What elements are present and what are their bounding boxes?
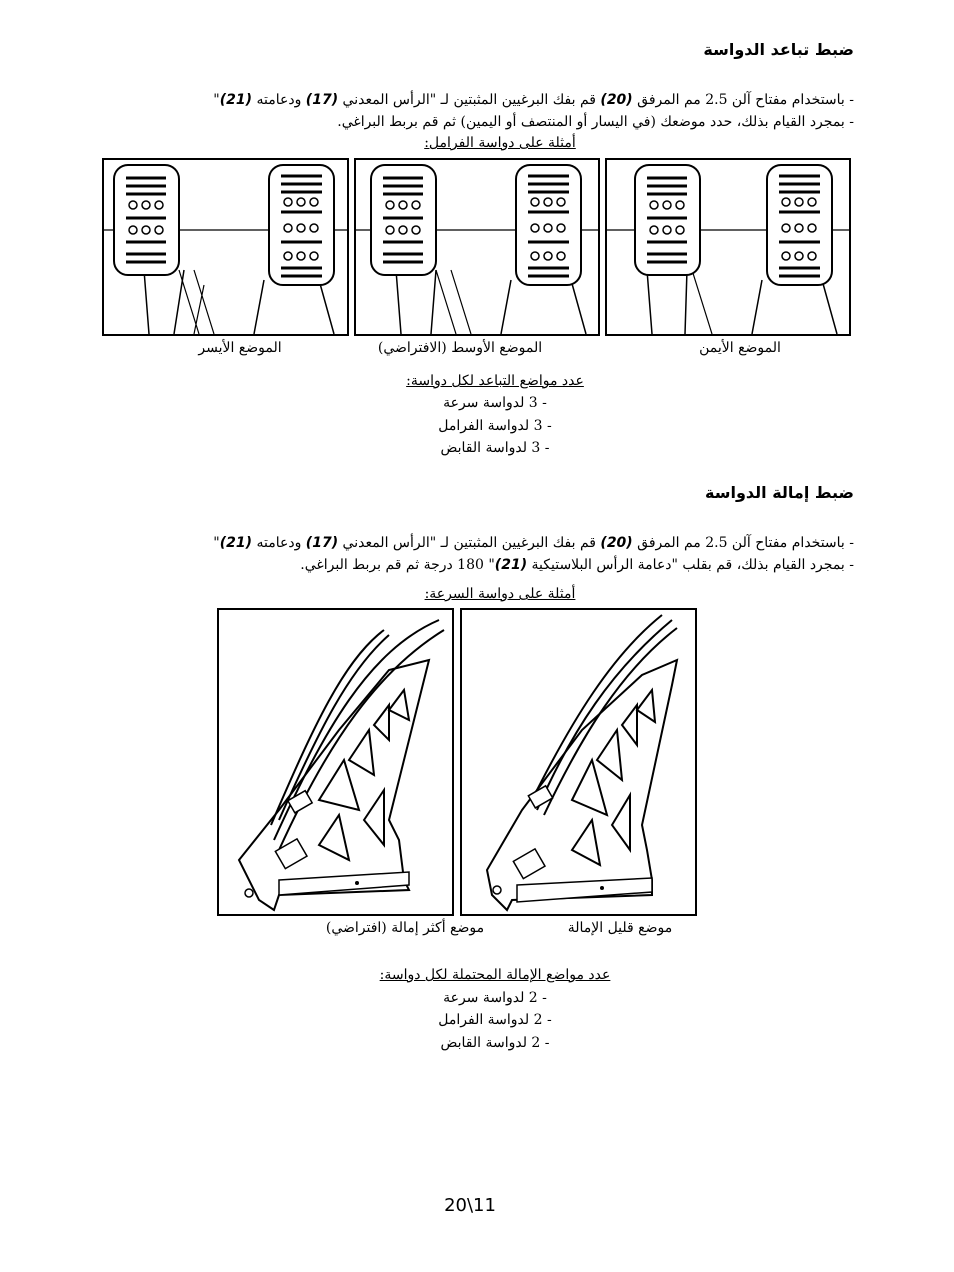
- tilt-count-title: عدد مواضع الإمالة المحتملة لكل دواسة:: [379, 967, 611, 983]
- label-high-tilt-position: موضع أكثر إمالة (افتراضي): [325, 920, 485, 936]
- spacing-count-clutch: - 3 لدواسة القابض: [440, 440, 550, 456]
- spacing-count-accelerator: - 3 لدواسة سرعة: [443, 395, 547, 411]
- label-middle-position: الموضع الأوسط (الافتراضي): [377, 340, 543, 356]
- accelerator-examples-caption: أمثلة على دواسة السرعة:: [424, 586, 576, 602]
- tilt-count-accelerator: - 2 لدواسة سرعة: [443, 990, 547, 1006]
- brake-pedal-right-position-figure: [605, 158, 851, 336]
- brake-examples-caption: أمثلة على دواسة الفرامل:: [424, 135, 576, 151]
- brake-pedal-middle-position-figure: [354, 158, 600, 336]
- brake-pedal-left-position-figure: [102, 158, 349, 336]
- tilt-instruction-1: - باستخدام مفتاح آلن 2.5 مم المرفق (20) قم بفك البرغيين المثبتين لـ "الرأس المعدني (17) ودعامته (21)": [213, 535, 854, 551]
- spacing-count-brake: - 3 لدواسة الفرامل: [438, 418, 552, 434]
- accelerator-high-tilt-figure: [217, 608, 454, 916]
- spacing-instruction-2: - بمجرد القيام بذلك، حدد موضعك (في اليسار أو المنتصف أو اليمين) ثم قم بربط البراغي.: [337, 114, 854, 130]
- accelerator-low-tilt-figure: [460, 608, 697, 916]
- label-right-position: الموضع الأيمن: [699, 340, 781, 356]
- tilt-count-clutch: - 2 لدواسة القابض: [440, 1035, 550, 1051]
- page-number: 20\11: [444, 1195, 496, 1216]
- tilt-count-brake: - 2 لدواسة الفرامل: [438, 1012, 552, 1028]
- spacing-instruction-1: - باستخدام مفتاح آلن 2.5 مم المرفق (20) قم بفك البرغيين المثبتين لـ "الرأس المعدني (17) ودعامته (21)": [213, 92, 854, 108]
- label-low-tilt-position: موضع قليل الإمالة: [567, 920, 673, 936]
- label-left-position: الموضع الأيسر: [198, 340, 282, 356]
- spacing-count-title: عدد مواضع التباعد لكل دواسة:: [406, 373, 584, 389]
- section-title-tilt: ضبط إمالة الدواسة: [705, 483, 854, 502]
- tilt-instruction-2: - بمجرد القيام بذلك، قم بقلب "دعامة الرأس البلاستيكية (21)" 180 درجة ثم قم بربط البراغي.: [300, 557, 854, 573]
- section-title-spacing: ضبط تباعد الدواسة: [703, 40, 854, 59]
